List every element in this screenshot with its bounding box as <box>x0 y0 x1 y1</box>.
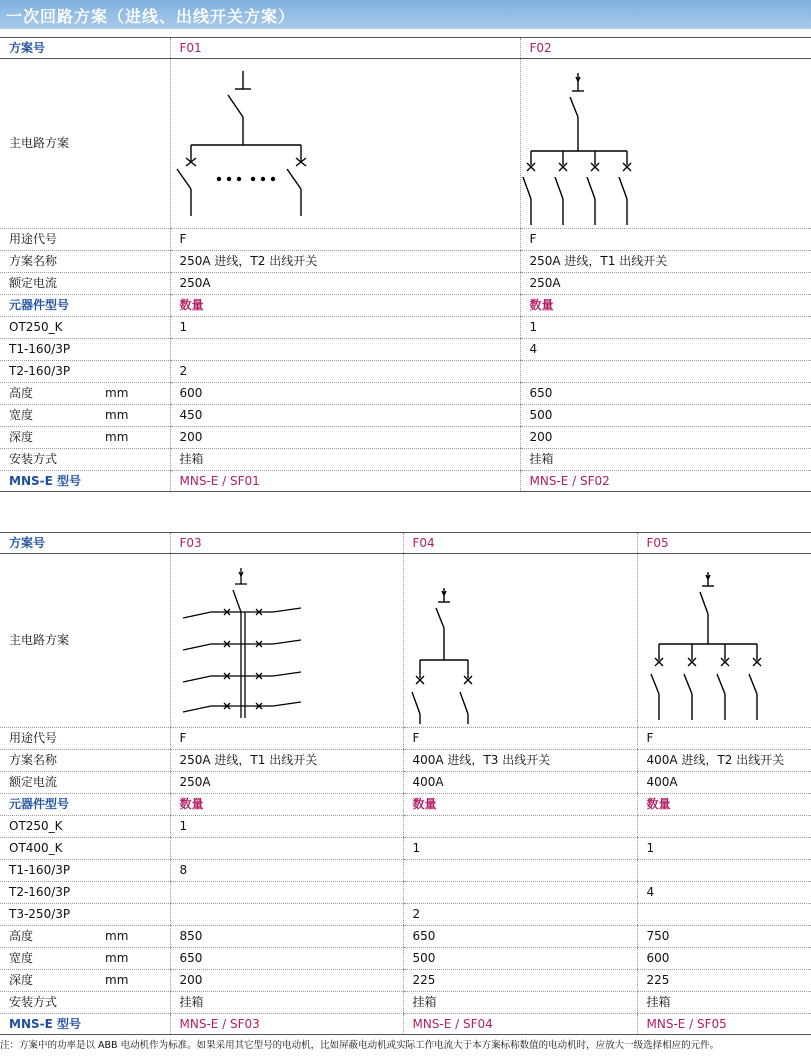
component-name: T2-160/3P <box>0 882 170 904</box>
table-row <box>0 838 811 860</box>
quantity-value <box>170 882 403 904</box>
use-code-value: F <box>637 728 811 750</box>
table-row <box>0 970 811 992</box>
scheme-id: F04 <box>403 533 637 554</box>
scheme-id: F02 <box>520 38 811 59</box>
table-row <box>0 383 811 405</box>
width-value: 500 <box>520 405 811 427</box>
height-label: 高度 mm <box>0 926 170 948</box>
table-row <box>0 750 811 772</box>
mns-model-value: MNS-E / SF04 <box>403 1014 637 1035</box>
use-code-value: F <box>170 229 520 251</box>
table-row <box>0 59 811 229</box>
table-row <box>0 948 811 970</box>
use-code-value: F <box>403 728 637 750</box>
scheme-no-label: 方案号 <box>0 533 170 554</box>
scheme-name-label: 方案名称 <box>0 750 170 772</box>
scheme-name-value: 250A 进线，T1 出线开关 <box>520 251 811 273</box>
use-code-value: F <box>170 728 403 750</box>
rated-current-value: 250A <box>170 273 520 295</box>
table-row <box>0 794 811 816</box>
quantity-value <box>637 816 811 838</box>
depth-label: 深度 mm <box>0 970 170 992</box>
component-name: OT250_K <box>0 317 170 339</box>
scheme-table-2 <box>0 532 811 1035</box>
use-code-label: 用途代号 <box>0 728 170 750</box>
quantity-value: 4 <box>637 882 811 904</box>
table-row <box>0 1014 811 1035</box>
main-circuit-label: 主电路方案 <box>0 59 170 229</box>
scheme-name-value: 250A 进线，T2 出线开关 <box>170 251 520 273</box>
scheme-name-label: 方案名称 <box>0 251 170 273</box>
height-value: 600 <box>170 383 520 405</box>
width-label: 宽度 mm <box>0 405 170 427</box>
table-row <box>0 273 811 295</box>
component-label: 元器件型号 <box>0 794 170 816</box>
use-code-label: 用途代号 <box>0 229 170 251</box>
component-label: 元器件型号 <box>0 295 170 317</box>
circuit-diagram-f04 <box>403 554 637 728</box>
table-row <box>0 904 811 926</box>
quantity-value: 4 <box>520 339 811 361</box>
circuit-diagram-f01 <box>170 59 520 229</box>
quantity-value <box>403 816 637 838</box>
component-name: OT400_K <box>0 838 170 860</box>
depth-value: 200 <box>170 970 403 992</box>
scheme-id: F03 <box>170 533 403 554</box>
page-title: 一次回路方案（进线、出线开关方案） <box>6 7 296 26</box>
scheme-name-value: 250A 进线，T1 出线开关 <box>170 750 403 772</box>
mounting-value: 挂箱 <box>170 449 520 471</box>
table-row <box>0 772 811 794</box>
width-value: 600 <box>637 948 811 970</box>
table-row <box>0 992 811 1014</box>
depth-value: 200 <box>170 427 520 449</box>
title-banner <box>0 0 811 29</box>
table-row <box>0 554 811 728</box>
quantity-value: 1 <box>637 838 811 860</box>
depth-value: 225 <box>637 970 811 992</box>
mns-model-value: MNS-E / SF01 <box>170 471 520 492</box>
height-value: 650 <box>520 383 811 405</box>
depth-value: 200 <box>520 427 811 449</box>
component-name: T1-160/3P <box>0 339 170 361</box>
quantity-value <box>170 339 520 361</box>
quantity-value <box>637 860 811 882</box>
quantity-value: 8 <box>170 860 403 882</box>
quantity-value <box>403 882 637 904</box>
use-code-value: F <box>520 229 811 251</box>
quantity-label: 数量 <box>170 794 403 816</box>
table-row <box>0 816 811 838</box>
rated-current-value: 250A <box>170 772 403 794</box>
height-value: 850 <box>170 926 403 948</box>
quantity-value: 2 <box>403 904 637 926</box>
table-row <box>0 38 811 59</box>
circuit-diagram-f02 <box>520 59 811 229</box>
depth-value: 225 <box>403 970 637 992</box>
table-row <box>0 471 811 492</box>
width-value: 650 <box>170 948 403 970</box>
quantity-label: 数量 <box>403 794 637 816</box>
quantity-label: 数量 <box>637 794 811 816</box>
table-row <box>0 361 811 383</box>
scheme-id: F01 <box>170 38 520 59</box>
table-row <box>0 926 811 948</box>
table-row <box>0 860 811 882</box>
rated-current-label: 额定电流 <box>0 273 170 295</box>
mns-model-label: MNS-E 型号 <box>0 1014 170 1035</box>
depth-label: 深度 mm <box>0 427 170 449</box>
table-row <box>0 295 811 317</box>
table-row <box>0 229 811 251</box>
quantity-value: 2 <box>170 361 520 383</box>
quantity-value <box>403 860 637 882</box>
component-name: OT250_K <box>0 816 170 838</box>
mounting-value: 挂箱 <box>170 992 403 1014</box>
table-row <box>0 251 811 273</box>
quantity-value: 1 <box>170 816 403 838</box>
quantity-value <box>637 904 811 926</box>
quantity-value <box>520 361 811 383</box>
quantity-value <box>170 904 403 926</box>
table-row <box>0 427 811 449</box>
table-row <box>0 882 811 904</box>
footnote: 注：方案中的功率是以 ABB 电动机作为标准。如果采用其它型号的电动机，比如屏蔽电动机或实际工作电流大于本方案标称数值的电动机时，应放大一级选择相应的元件。 <box>0 1040 720 1051</box>
table-row <box>0 339 811 361</box>
table-row <box>0 317 811 339</box>
height-value: 750 <box>637 926 811 948</box>
width-value: 450 <box>170 405 520 427</box>
quantity-value: 1 <box>403 838 637 860</box>
mns-model-value: MNS-E / SF02 <box>520 471 811 492</box>
mounting-value: 挂箱 <box>520 449 811 471</box>
rated-current-value: 400A <box>403 772 637 794</box>
component-name: T3-250/3P <box>0 904 170 926</box>
rated-current-label: 额定电流 <box>0 772 170 794</box>
mounting-label: 安装方式 <box>0 992 170 1014</box>
quantity-value: 1 <box>170 317 520 339</box>
mounting-label: 安装方式 <box>0 449 170 471</box>
scheme-id: F05 <box>637 533 811 554</box>
component-name: T1-160/3P <box>0 860 170 882</box>
rated-current-value: 400A <box>637 772 811 794</box>
circuit-diagram-f05 <box>637 554 811 728</box>
mns-model-value: MNS-E / SF05 <box>637 1014 811 1035</box>
width-value: 500 <box>403 948 637 970</box>
table-row <box>0 449 811 471</box>
height-value: 650 <box>403 926 637 948</box>
rated-current-value: 250A <box>520 273 811 295</box>
table-row <box>0 728 811 750</box>
height-label: 高度 mm <box>0 383 170 405</box>
main-circuit-label: 主电路方案 <box>0 554 170 728</box>
mounting-value: 挂箱 <box>403 992 637 1014</box>
width-label: 宽度 mm <box>0 948 170 970</box>
quantity-value: 1 <box>520 317 811 339</box>
quantity-value <box>170 838 403 860</box>
scheme-name-value: 400A 进线，T3 出线开关 <box>403 750 637 772</box>
scheme-table-1 <box>0 37 811 492</box>
table-row <box>0 405 811 427</box>
component-name: T2-160/3P <box>0 361 170 383</box>
table-row <box>0 533 811 554</box>
scheme-no-label: 方案号 <box>0 38 170 59</box>
quantity-label: 数量 <box>170 295 520 317</box>
circuit-diagram-f03 <box>170 554 403 728</box>
scheme-name-value: 400A 进线，T2 出线开关 <box>637 750 811 772</box>
quantity-label: 数量 <box>520 295 811 317</box>
mns-model-value: MNS-E / SF03 <box>170 1014 403 1035</box>
mns-model-label: MNS-E 型号 <box>0 471 170 492</box>
mounting-value: 挂箱 <box>637 992 811 1014</box>
